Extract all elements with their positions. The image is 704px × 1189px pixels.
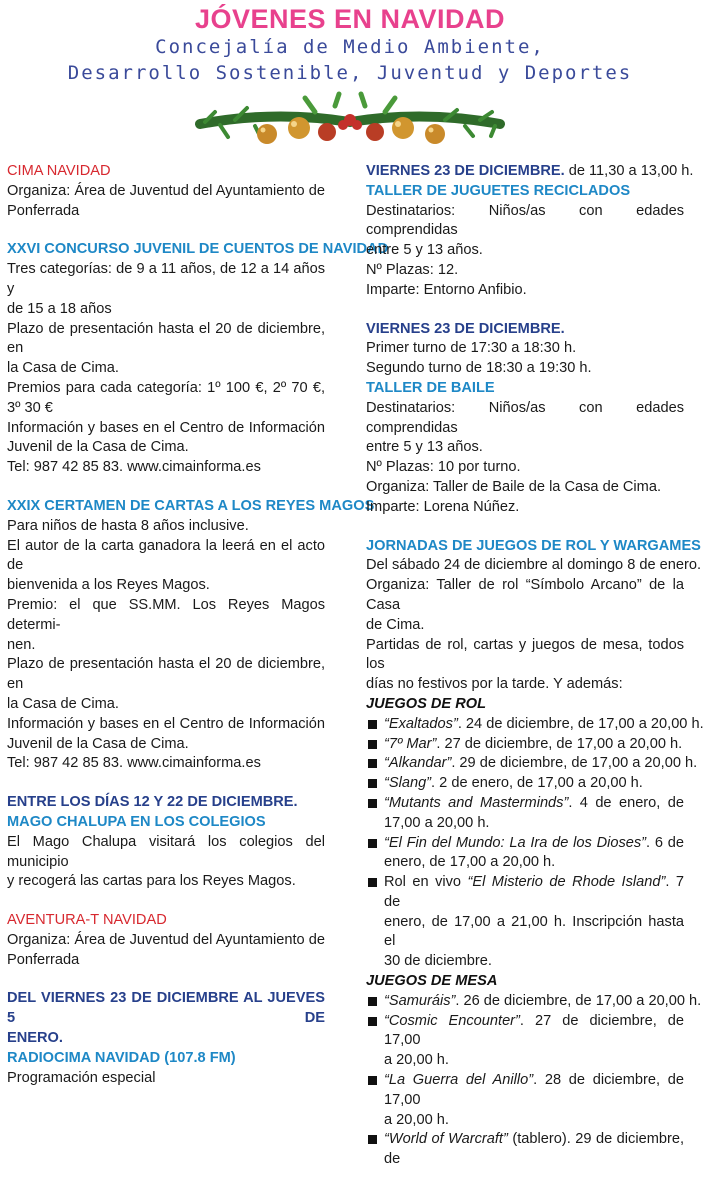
game-name: “Mutants and Masterminds” — [384, 794, 569, 811]
text-line: bienvenida a los Reyes Magos. — [7, 577, 210, 594]
text-line: Premios para cada categoría: 1º 100 €, 2º 70 €, — [7, 379, 325, 396]
game-date: . 24 de diciembre, de 17,00 a 20,00 h. — [457, 715, 704, 732]
text-line: Organiza: Área de Juventud del Ayuntamiento de — [7, 182, 325, 199]
game-date: . 29 de diciembre, de 17,00 a 20,00 h. — [451, 755, 698, 772]
text-line: Ponferrada — [7, 951, 80, 968]
subtitle-line-1: Concejalía de Medio Ambiente, — [155, 36, 545, 58]
game-date: . 28 de diciembre, de 17,00 — [384, 1072, 684, 1108]
game-date: . 6 de — [646, 834, 684, 851]
list-item — [366, 715, 704, 735]
radiocima-block — [7, 989, 325, 1088]
list-item-cont: a 20,00 h. — [384, 1111, 449, 1128]
text-line: Programación especial — [7, 1069, 156, 1086]
game-date: . 4 de enero, de — [568, 794, 684, 811]
radio-title: RADIOCIMA NAVIDAD (107.8 FM) — [7, 1049, 236, 1066]
christmas-garland-illustration — [195, 92, 505, 154]
text-line: Información y bases en el Centro de Información — [7, 715, 325, 732]
cuentos-block — [7, 240, 389, 478]
list-item — [366, 1012, 684, 1052]
list-item-cont: a 20,00 h. — [384, 1052, 449, 1069]
list-item — [366, 992, 702, 1012]
text-line: Información y bases en el Centro de Información — [7, 419, 325, 436]
left-column — [7, 162, 389, 1107]
juguetes-date: VIERNES 23 DE DICIEMBRE. — [366, 163, 565, 179]
text-line: de Cima. — [366, 616, 425, 633]
text-line: Imparte: Lorena Núñez. — [366, 498, 520, 515]
cima-navidad-block — [7, 162, 325, 221]
text-line: Destinatarios: Niños/as con edades comprendidas — [366, 399, 684, 436]
list-item — [366, 735, 684, 755]
list-item — [366, 774, 684, 794]
game-name: “La Guerra del Anillo” — [384, 1072, 534, 1089]
game-name: “World of Warcraft” — [384, 1131, 508, 1148]
juguetes-title: TALLER DE JUGUETES RECICLADOS — [366, 182, 631, 199]
aventura-title: AVENTURA-T NAVIDAD — [7, 912, 167, 929]
text-line: entre 5 y 13 años. — [366, 439, 483, 456]
list-item — [366, 1130, 684, 1170]
cuentos-title: XXVI CONCURSO JUVENIL DE CUENTOS DE NAVIDAD — [7, 241, 389, 258]
text-line: Plazo de presentación hasta el 20 de diciembre, en — [7, 656, 325, 693]
game-name: “Cosmic Encounter” — [384, 1012, 520, 1029]
text-line: Organiza: Área de Juventud del Ayuntamiento de — [7, 931, 325, 948]
game-prefix: Rol en vivo — [384, 874, 468, 891]
text-line: Tres categorías: de 9 a 11 años, de 12 a 14 años y — [7, 261, 325, 297]
game-date: . 27 de diciembre, de 17,00 — [384, 1012, 684, 1049]
text-line: Plazo de presentación hasta el 20 de diciembre, en — [7, 320, 325, 357]
rol-block — [366, 537, 704, 1171]
game-name: “El Fin del Mundo: La Ira de los Dioses” — [384, 834, 647, 851]
text-line: la Casa de Cima. — [7, 695, 119, 712]
list-item-cont: 17,00 a 20,00 h. — [384, 814, 490, 831]
text-line: 3º 30 € — [7, 399, 53, 416]
list-item — [366, 834, 684, 854]
text-line: de 15 a 18 años — [7, 300, 112, 317]
cartas-block — [7, 497, 375, 774]
juegos-mesa-heading: JUEGOS DE MESA — [366, 973, 498, 990]
cima-navidad-title: CIMA NAVIDAD — [7, 163, 111, 179]
text-line: Segundo turno de 18:30 a 19:30 h. — [366, 360, 592, 377]
text-line: Tel: 987 42 85 83. www.cimainforma.es — [7, 459, 261, 476]
list-item-cont: enero, de 17,00 a 21,00 h. Inscripción hasta el — [384, 913, 684, 950]
text-line: Para niños de hasta 8 años inclusive. — [7, 517, 249, 534]
game-name: “El Misterio de Rhode Island” — [467, 874, 666, 891]
page-header — [0, 0, 700, 160]
page-title: JÓVENES EN NAVIDAD — [194, 4, 506, 34]
text-line: Juvenil de la Casa de Cima. — [7, 735, 189, 752]
text-line: El Mago Chalupa visitará los colegios del municipio — [7, 833, 325, 870]
game-name: “Exaltados” — [384, 715, 458, 732]
text-line: Del sábado 24 de diciembre al domingo 8 de enero. — [366, 557, 702, 574]
text-line: días no festivos por la tarde. Y además: — [366, 676, 623, 693]
text-line: la Casa de Cima. — [7, 360, 119, 377]
text-line: Ponferrada — [7, 202, 80, 219]
list-item — [366, 754, 698, 774]
text-line: Nº Plazas: 10 por turno. — [366, 459, 521, 476]
rol-title: JORNADAS DE JUEGOS DE ROL Y WARGAMES — [366, 537, 701, 554]
mago-title: MAGO CHALUPA EN LOS COLEGIOS — [7, 813, 266, 830]
text-line: Destinatarios: Niños/as con edades comprendidas — [366, 202, 684, 239]
text-line: Tel: 987 42 85 83. www.cimainforma.es — [7, 755, 261, 772]
juguetes-block — [366, 162, 694, 301]
list-item — [366, 873, 684, 913]
text-line: Premio: el que SS.MM. Los Reyes Magos determi- — [7, 596, 325, 633]
list-item-cont: 30 de diciembre. — [384, 953, 492, 970]
right-column — [366, 162, 704, 1189]
juegos-rol-heading: JUEGOS DE ROL — [366, 695, 487, 712]
baile-block — [366, 320, 684, 518]
text-line: Nº Plazas: 12. — [366, 261, 459, 278]
list-item — [366, 1071, 684, 1111]
juguetes-time: de 11,30 a 13,00 h. — [564, 163, 694, 179]
game-date: . 27 de diciembre, de 17,00 a 20,00 h. — [436, 735, 683, 752]
mago-chalupa-block — [7, 793, 325, 892]
subtitle-line-2: Desarrollo Sostenible, Juventud y Deportes — [67, 62, 633, 84]
game-date: (tablero). 29 de diciembre, de — [384, 1131, 684, 1168]
text-line: Primer turno de 17:30 a 18:30 h. — [366, 340, 577, 357]
text-line: Partidas de rol, cartas y juegos de mesa, todos los — [366, 636, 684, 673]
game-name: “Alkandar” — [384, 755, 452, 772]
text-line: Organiza: Taller de rol “Símbolo Arcano” de la Casa — [366, 577, 684, 613]
cartas-title: XXIX CERTAMEN DE CARTAS A LOS REYES MAGOS — [7, 497, 375, 514]
text-line: nen. — [7, 636, 36, 653]
text-line: El autor de la carta ganadora la leerá en el acto de — [7, 537, 325, 574]
game-name: “7º Mar” — [384, 735, 437, 752]
baile-date: VIERNES 23 DE DICIEMBRE. — [366, 320, 565, 337]
radio-date: DEL VIERNES 23 DE DICIEMBRE AL JUEVES 5 DE — [7, 990, 325, 1027]
game-name: “Slang” — [384, 775, 432, 792]
text-line: Juvenil de la Casa de Cima. — [7, 439, 189, 456]
list-item — [366, 794, 684, 814]
text-line: entre 5 y 13 años. — [366, 242, 483, 259]
text-line: Organiza: Taller de Baile de la Casa de Cima. — [366, 478, 662, 495]
game-date: . 7 de — [384, 874, 684, 910]
juguetes-date-line — [366, 162, 694, 182]
text-line: Imparte: Entorno Anfibio. — [366, 281, 527, 298]
game-date: . 26 de diciembre, de 17,00 a 20,00 h. — [455, 992, 702, 1009]
radio-date-cont: ENERO. — [7, 1030, 63, 1047]
game-date: . 2 de enero, de 17,00 a 20,00 h. — [431, 775, 643, 792]
game-name: “Samuráis” — [384, 992, 456, 1009]
aventura-block — [7, 911, 325, 970]
baile-title: TALLER DE BAILE — [366, 379, 495, 396]
text-line: y recogerá las cartas para los Reyes Magos. — [7, 873, 296, 890]
list-item-cont: enero, de 17,00 a 20,00 h. — [384, 854, 556, 871]
mago-date: ENTRE LOS DÍAS 12 Y 22 DE DICIEMBRE. — [7, 794, 298, 811]
